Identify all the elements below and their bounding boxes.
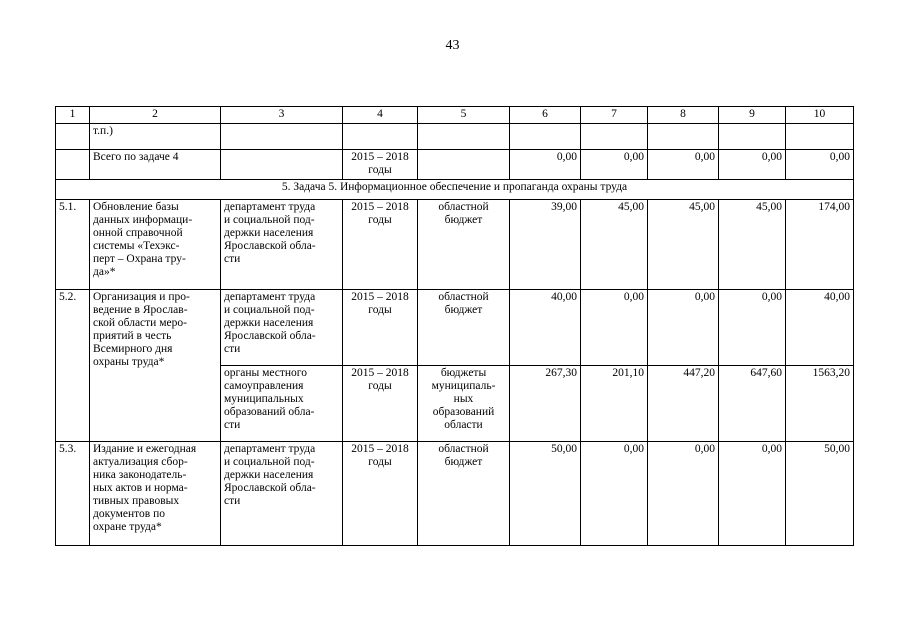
cell-num: 5.3.: [56, 442, 90, 546]
cell-value: 201,10: [581, 366, 648, 442]
cell-value: 174,00: [786, 200, 854, 290]
cell-value: 1563,20: [786, 366, 854, 442]
column-number: 9: [719, 107, 786, 124]
cell-period: 2015 – 2018 годы: [343, 442, 418, 546]
cell-period: [343, 124, 418, 150]
cell-value: 0,00: [719, 290, 786, 366]
cell-name: Организация и про- ведение в Ярослав- ской области меро- приятий в честь Всемирного дня охраны труда*: [90, 290, 221, 442]
cell-source: [418, 150, 510, 180]
cell-num: [56, 150, 90, 180]
cell-value: 0,00: [648, 442, 719, 546]
cell-name: т.п.): [90, 124, 221, 150]
cell-value: 267,30: [510, 366, 581, 442]
cell-num: 5.2.: [56, 290, 90, 442]
cell-name: Всего по задаче 4: [90, 150, 221, 180]
cell-period: 2015 – 2018 годы: [343, 150, 418, 180]
cell-source: областной бюджет: [418, 290, 510, 366]
cell-value: [786, 124, 854, 150]
cell-value: 0,00: [581, 442, 648, 546]
column-number: 4: [343, 107, 418, 124]
cell-value: 0,00: [648, 150, 719, 180]
cell-executor: [221, 150, 343, 180]
cell-name: Обновление базы данных информаци- онной справочной системы «Техэкс- перт – Охрана тру- да»*: [90, 200, 221, 290]
cell-value: 0,00: [581, 150, 648, 180]
task-header-row: [56, 180, 854, 200]
cell-value: [648, 124, 719, 150]
cell-period: 2015 – 2018 годы: [343, 200, 418, 290]
cell-period: 2015 – 2018 годы: [343, 366, 418, 442]
cell-executor: департамент труда и социальной под- держки населения Ярославской обла- сти: [221, 200, 343, 290]
cell-executor: органы местного самоуправления муниципальных образований обла- сти: [221, 366, 343, 442]
cell-executor: [221, 124, 343, 150]
cell-value: 45,00: [581, 200, 648, 290]
cell-value: 40,00: [786, 290, 854, 366]
cell-executor: департамент труда и социальной под- держки населения Ярославской обла- сти: [221, 290, 343, 366]
cell-value: 647,60: [719, 366, 786, 442]
cell-value: 447,20: [648, 366, 719, 442]
cell-value: 50,00: [786, 442, 854, 546]
cell-value: [510, 124, 581, 150]
column-number: 6: [510, 107, 581, 124]
cell-value: 0,00: [648, 290, 719, 366]
table-row: [56, 200, 854, 290]
cell-value: 50,00: [510, 442, 581, 546]
cell-value: [719, 124, 786, 150]
cell-value: 0,00: [719, 442, 786, 546]
cell-source: [418, 124, 510, 150]
cell-value: 0,00: [581, 290, 648, 366]
cell-source: областной бюджет: [418, 442, 510, 546]
cell-value: 39,00: [510, 200, 581, 290]
column-number-row: [56, 107, 854, 124]
cell-source: бюджеты муниципаль- ных образований области: [418, 366, 510, 442]
cell-num: 5.1.: [56, 200, 90, 290]
cell-value: 0,00: [719, 150, 786, 180]
cell-name: Издание и ежегодная актуализация сбор- ника законодатель- ных актов и норма- тивных правовых документов по охране труда*: [90, 442, 221, 546]
column-number: 2: [90, 107, 221, 124]
budget-table: [55, 106, 854, 546]
column-number: 8: [648, 107, 719, 124]
cell-value: 45,00: [648, 200, 719, 290]
table-row: [56, 442, 854, 546]
cell-value: 0,00: [786, 150, 854, 180]
continuation-row: [56, 124, 854, 150]
column-number: 5: [418, 107, 510, 124]
cell-value: 45,00: [719, 200, 786, 290]
cell-value: [581, 124, 648, 150]
table-row: [56, 290, 854, 366]
column-number: 1: [56, 107, 90, 124]
cell-value: 0,00: [510, 150, 581, 180]
column-number: 7: [581, 107, 648, 124]
cell-source: областной бюджет: [418, 200, 510, 290]
page-number: 43: [445, 38, 460, 53]
total-row: [56, 150, 854, 180]
cell-num: [56, 124, 90, 150]
column-number: 3: [221, 107, 343, 124]
column-number: 10: [786, 107, 854, 124]
task-header: 5. Задача 5. Информационное обеспечение и пропаганда охраны труда: [56, 180, 854, 200]
cell-executor: департамент труда и социальной под- держки населения Ярославской обла- сти: [221, 442, 343, 546]
cell-period: 2015 – 2018 годы: [343, 290, 418, 366]
cell-value: 40,00: [510, 290, 581, 366]
